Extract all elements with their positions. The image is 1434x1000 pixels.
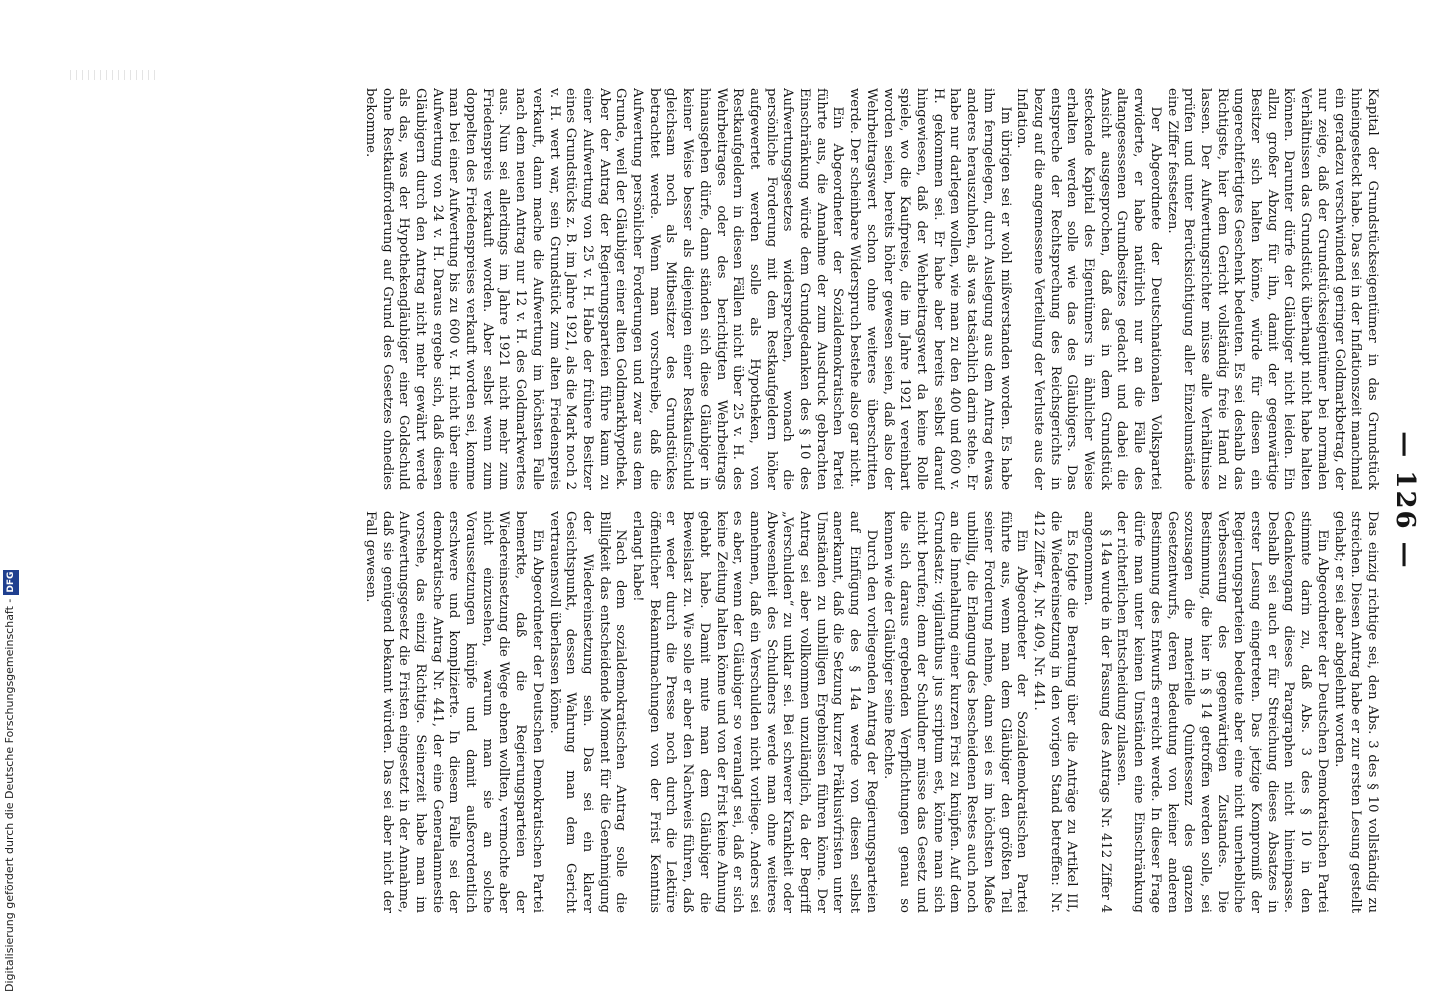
right-column [165,511,1380,913]
paragraph: Der Abgeordnete der Deutschnationalen Volkspartei erwiderte, er habe natürlich nur an die Fälle des altangesessenen Grundbesitzes gedacht und dabei die Ansicht ausgesprochen, daß das in dem Grundstück steckende Kapital des Eigentümers in ähnlicher Weise erhalten werden solle wie das des Gläubigers. Das entspreche der Rechtsprechung des Reichsgerichts in bezug auf die angemessene Verteilung der Verluste aus der Inflation. [1014,88,1163,490]
page-body [160,88,1420,913]
digitization-note-text: Digitalisierung gefördert durch die Deutsche Forschungsgemeinschaft - [3,598,16,992]
paragraph: Ein Abgeordneter der Sozialdemokratischen Partei führte aus, wenn man dem Gläubiger den größten Teil seiner Forderung nehme, dann sei es im höchsten Maße unbillig, die Erlangung des bescheidenen Restes auch noch an die Innehaltung einer kurzen Frist zu knüpfen. Auf dem Grundsatz: vigilantibus jus scriptum est, könne man sich nicht berufen; denn der Schuldner müsse das Gesetz und die sich daraus ergebenden Verpflichtungen genau so kennen wie der Gläubiger seine Rechte. [880,511,1030,913]
paragraph: Im übrigen sei er wohl mißverstanden worden. Es habe ihm ferngelegen, durch Auslegung aus dem Antrag etwas anderes herauszuholen, als was tatsächlich darin stehe. Er habe nur darlegen wollen, wie man zu den 400 und 600 v. H. gekommen sei. Er habe aber bereits selbst darauf hingewiesen, daß der Wehrbeitragswert da keine Rolle spiele, wo die Kaufpreise, die im Jahre 1921 vereinbart worden seien, bereits höher gewesen seien, daß also der Wehrbeitragswert schon ohne weiteres überschritten werde. Der scheinbare Widerspruch bestehe also gar nicht. [847,88,1013,490]
dfg-logo: DFG [3,570,19,595]
paragraph: Durch den vorliegenden Antrag der Regierungsparteien auf Einfügung des § 14a werde von diesen selbst anerkannt, daß die Setzung kurzer Präklusivfristen unter Umständen zu unbilligen Ergebnissen führen könne. Der Antrag sei aber vollkommen unzulänglich, da der Begriff „Verschulden“ zu unklar sei. Bei schwerer Krankheit oder Abwesenheit des Schuldners werde man ohne weiteres annehmen, daß ein Verschulden nicht vorliege. Anders sei es aber, wenn der Gläubiger so veranlagt sei, daß er sich keine Zeitung halten könne und von der Frist keine Ahnung gehabt habe. Damit mute man dem Gläubiger die Beweislast zu. Wie solle er aber den Nachweis führen, daß er weder durch die Presse noch durch die Lektüre öffentlicher Bekanntmachungen von der Frist Kenntnis erlangt habe! [630,511,879,913]
rotated-page [160,88,1420,913]
paragraph: Ein Abgeordneter der Deutschen Demokratischen Partei bemerkte, daß die Regierungsparteien der Wiedereinsetzung die Wege ebnen wollten, vermochte aber nicht einzusehen, warum man sie an solche Voraussetzungen knüpfe und damit außerordentlich erschwere und komplizierte. In diesem Falle sei der demokratische Antrag Nr. 441, der eine Generalamnestie vorsehe, das einzig Richtige. Seinerzeit habe man im Aufwertungsgesetz die Fristen eingesetzt in der Annahme, daß sie genügend bekannt würden. Das sei aber nicht der Fall gewesen. [362,511,545,913]
digitization-note [2,571,18,992]
column-gutter [180,498,1380,499]
paragraph: Nach dem sozialdemokratischen Antrag solle die Billigkeit das entscheidende Moment für die Genehmigung der Wiedereinsetzung sein. Das sei ein klarer Gesichtspunkt, dessen Wahrung man dem Gericht vertrauensvoll überlassen könne. [546,511,629,913]
left-column [165,88,1380,490]
paragraph: Es folgte die Beratung über die Anträge zu Artikel III, die Wiedereinsetzung in den vorigen Stand betreffen: Nr. 412 Ziffer 4, Nr. 409, Nr. 441. [1030,511,1080,913]
scan-speckle [70,70,160,80]
paragraph: Ein Abgeordneter der Sozialdemokratischen Partei führte aus, die Annahme der zum Ausdruck gebrachten Einschränkung würde dem Grundgedanken des § 10 des Aufwertungsgesetzes widersprechen, wonach die persönliche Forderung mit dem Restkaufgeldern höher aufgewertet werden solle als Hypotheken, von Restkaufgeldern in diesen Fällen nicht über 25 v. H. des Wehrbeitrages oder des berichtigten Wehrbeitrags hinausgehen dürfe, dann ständen sich diese Gläubiger in keiner Weise besser als diejenigen einer Restkaufschuld gleichsam noch als Mitbesitzer des Grundstückes betrachtet werde. Wenn man vorschreibe, daß die Aufwertung persönlicher Forderungen und zwar aus dem Grunde, weil der Gläubiger einer alten Goldmarkhypothek. Aber der Antrag der Regierungsparteien führe kaum zu einer Aufwertung von 25 v. H. Habe der frühere Besitzer eines Grundstücks z. B. im Jahre 1921, als die Mark noch 2 v. H. wert war, sein Grundstück zum alten Friedenspreis verkauft, dann mache die Aufwertung im höchsten Falle nach dem neuen Antrag nur 12 v. H. des Goldmarkwertes aus. Nun sei allerdings im Jahre 1921 nicht mehr zum Friedenspreis verkauft worden. Aber selbst wenn zum doppelten des Friedenspreises verkauft worden sei, komme man bei einer Aufwertung bis zu 600 v. H. nicht über eine Aufwertung von 24 v. H. Daraus ergebe sich, daß diesen Gläubigern durch den Antrag nicht mehr gewährt werde als das, was der Hypothekengläubiger einer Goldschuld ohne Restkaufforderung auf Grund des Gesetzes ohnedies bekomme. [362,88,846,490]
page-number: — 126 — [1390,431,1420,570]
paragraph: § 14a wurde in der Fassung des Antrags Nr. 412 Ziffer 4 angenommen. [1081,511,1113,913]
paragraph: Das einzig richtige sei, den Abs. 3 des § 10 vollständig zu streichen. Diesen Antrag habe er zur ersten Lesung gestellt gehabt; er sei aber abgelehnt worden. [1331,511,1380,913]
paragraph: Kapital der Grundstückseigentümer in das Grundstück hineingesteckt habe. Das sei in der Inflationszeit manchmal ein geradezu verschwindend geringer Goldmarkbetrag, der nur zeige, daß der Grundstückseigentümer bei normalen Verhältnissen das Grundstück überhaupt nicht habe halten können. Darunter dürfe der Gläubiger nicht leiden. Ein allzu großer Abzug für ihn, damit der gegenwärtige Besitzer sich halten könne, würde für diesen ein ungerechtfertigtes Geschenk bedeuten. Es sei deshalb das Richtigste, hier dem Gericht vollständig freie Hand zu lassen. Der Aufwertungsrichter müsse alle Verhältnisse prüfen und unter Berücksichtigung aller Einzelumstände eine Ziffer festsetzen. [1164,88,1380,490]
paragraph: Ein Abgeordneter der Deutschen Demokratischen Partei stimmte darin zu, daß Abs. 3 des § 10 in den Gedankengang dieses Paragraphen nicht hineinpasse. Deshalb sei auch er für Streichung dieses Absatzes in erster Lesung eingetreten. Das jetzige Kompromiß der Regierungsparteien bedeute aber eine nicht unerhebliche Verbesserung des gegenwärtigen Zustandes. Die Bestimmung, die hier in § 14 getroffen werden solle, sei sozusagen die materielle Quintessenz des ganzen Gesetzentwurfs, deren Bedeutung von keiner anderen Bestimmung des Entwurfs erreicht werde. In dieser Frage dürfe man unter keinen Umständen eine Einschränkung der richterlichen Entscheidung zulassen. [1114,511,1330,913]
